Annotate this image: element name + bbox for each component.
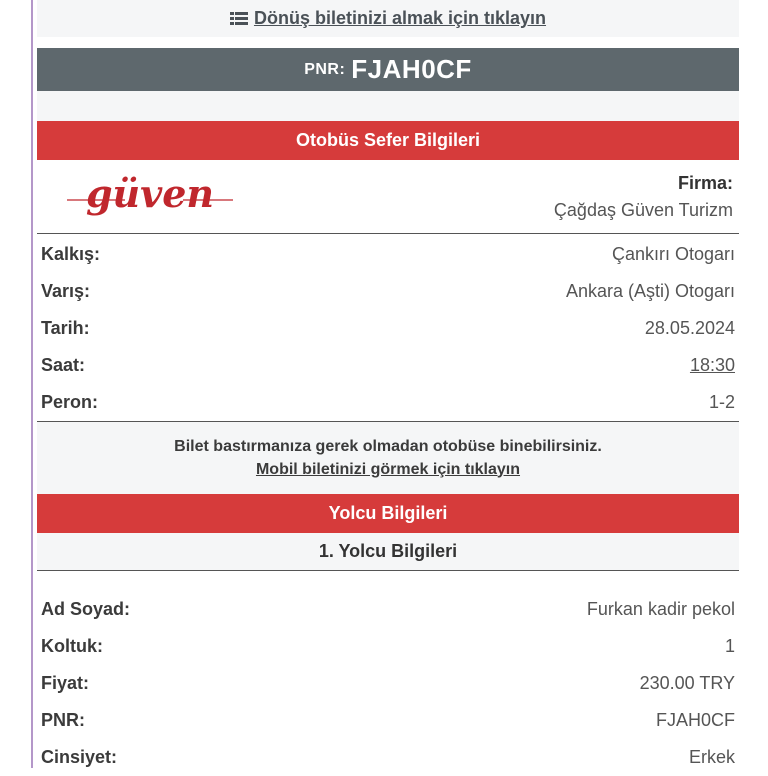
- pnr-label: PNR:: [304, 60, 346, 78]
- return-ticket-link[interactable]: [37, 0, 739, 37]
- name-label: Ad Soyad:: [41, 599, 131, 619]
- left-border: [31, 0, 33, 768]
- seat-value: 1: [724, 636, 735, 656]
- platform-value: 1-2: [708, 392, 735, 412]
- time-value[interactable]: 18:30: [689, 355, 735, 375]
- pnr-bar: [37, 48, 739, 91]
- company-logo: [65, 167, 235, 227]
- platform-row: [37, 384, 739, 421]
- gender-label: Cinsiyet:: [41, 747, 118, 767]
- price-label: Fiyat:: [41, 673, 90, 693]
- list-icon: [230, 12, 248, 25]
- passenger-subtitle: 1. Yolcu Bilgileri: [37, 533, 739, 571]
- company-name: Çağdaş Güven Turizm: [553, 199, 733, 220]
- price-row: [37, 665, 739, 702]
- mobile-ticket-link[interactable]: Mobil biletinizi görmek için tıklayın: [255, 460, 521, 478]
- platform-label: Peron:: [41, 392, 99, 412]
- gender-row: [37, 739, 739, 776]
- company-label: Firma:: [677, 172, 733, 193]
- company-info: [554, 173, 739, 221]
- ticket-sheet: [37, 0, 739, 768]
- trip-details: [37, 234, 739, 422]
- mobile-ticket-notice: [37, 422, 739, 494]
- return-ticket-link-label[interactable]: Dönüş biletinizi almak için tıklayın: [253, 8, 547, 28]
- seat-label: Koltuk:: [41, 636, 103, 656]
- arrival-row: [37, 273, 739, 310]
- seat-row: [37, 628, 739, 665]
- passenger-pnr-label: PNR:: [41, 710, 85, 730]
- price-value: 230.00 TRY: [639, 673, 735, 693]
- logo-text: güven: [85, 170, 215, 216]
- gender-value: Erkek: [688, 747, 735, 767]
- name-row: [37, 591, 739, 628]
- time-label: Saat:: [41, 355, 86, 375]
- passenger-pnr-row: [37, 702, 739, 739]
- trip-section-title: Otobüs Sefer Bilgileri: [37, 121, 739, 160]
- date-row: [37, 310, 739, 347]
- company-row: [37, 160, 739, 234]
- departure-value: Çankırı Otogarı: [611, 244, 735, 264]
- departure-label: Kalkış:: [41, 244, 101, 264]
- name-value: Furkan kadir pekol: [586, 599, 735, 619]
- arrival-value: Ankara (Aşti) Otogarı: [565, 281, 735, 301]
- passenger-section-title: Yolcu Bilgileri: [37, 494, 739, 533]
- spacer: [37, 91, 739, 121]
- time-row: [37, 347, 739, 384]
- date-label: Tarih:: [41, 318, 90, 338]
- pnr-value: FJAH0CF: [351, 54, 472, 84]
- arrival-label: Varış:: [41, 281, 91, 301]
- date-value: 28.05.2024: [644, 318, 735, 338]
- passenger-pnr-value: FJAH0CF: [655, 710, 735, 730]
- departure-row: [37, 236, 739, 273]
- notice-text: Bilet bastırmanıza gerek olmadan otobüse binebilirsiniz.: [174, 437, 602, 455]
- passenger-details: [37, 571, 739, 776]
